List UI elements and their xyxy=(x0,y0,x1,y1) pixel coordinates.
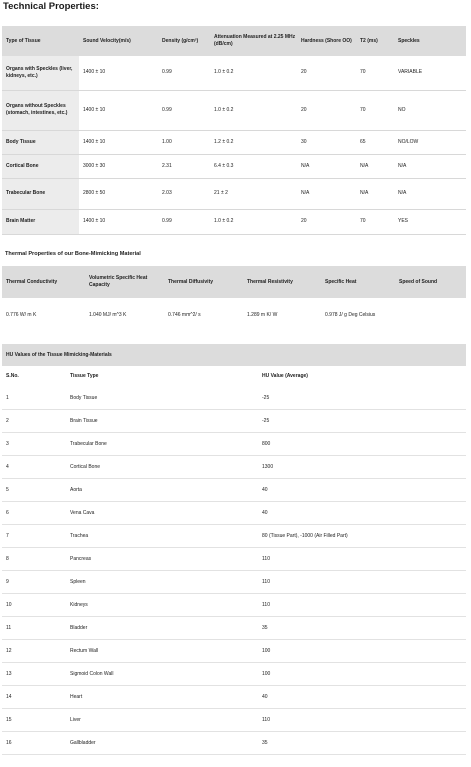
column-header: Tissue Type xyxy=(70,373,99,380)
technical-properties-table xyxy=(2,26,466,235)
table-row xyxy=(2,410,466,433)
hu-values-table xyxy=(2,344,466,755)
table-cell: -25 xyxy=(262,417,270,424)
thermal-properties-table xyxy=(2,266,466,332)
table-cell: Organs without Speckles (stomach, intestines, etc.) xyxy=(2,90,79,130)
table-row xyxy=(2,130,466,154)
table-cell: Aorta xyxy=(70,486,82,493)
table-cell: 3 xyxy=(6,440,9,447)
table-cell: Brain Tissue xyxy=(70,417,98,424)
table-cell: YES xyxy=(398,218,409,225)
table-cell: 13 xyxy=(6,670,12,677)
table-cell: 800 xyxy=(262,440,271,447)
table-cell: 0.99 xyxy=(162,69,172,76)
table-cell: 40 xyxy=(262,509,268,516)
column-header: Specific Heat xyxy=(321,266,395,298)
table-cell: Trabecular Bone xyxy=(70,440,107,447)
table-cell: N/A xyxy=(301,190,310,197)
column-header: Type of Tissue xyxy=(2,26,79,56)
table-cell: 6 xyxy=(6,509,9,516)
table-cell: 1.00 xyxy=(162,138,172,145)
column-header: Sound Velocity(m/s) xyxy=(79,26,158,56)
table-cell: 0.99 xyxy=(162,218,172,225)
table-cell: 4 xyxy=(6,463,9,470)
table-cell: 2800 ± 50 xyxy=(83,190,106,197)
table-cell: Organs with Speckles (liver, kidneys, etc.) xyxy=(2,56,79,90)
table-cell: 0.776 W/ m K xyxy=(6,311,37,318)
column-header: Attenuation Measured at 2.25 MHz (dB/cm) xyxy=(210,26,297,56)
table-cell: 14 xyxy=(6,693,12,700)
table-cell: 110 xyxy=(262,555,270,562)
table-cell: 0.978 J/ g Deg Celsius xyxy=(325,311,376,318)
column-header: Density (g/cm³) xyxy=(158,26,210,56)
table-row xyxy=(2,479,466,502)
table-cell: 40 xyxy=(262,486,268,493)
table-cell: Brain Matter xyxy=(2,209,79,234)
table-cell: 1 xyxy=(6,394,9,401)
table-cell: 1.2 ± 0.2 xyxy=(214,138,234,145)
table-cell: 20 xyxy=(301,218,307,225)
table-cell: 6.4 ± 0.3 xyxy=(214,162,234,169)
table-cell: VARIABLE xyxy=(398,69,423,76)
table-row xyxy=(2,663,466,686)
table-cell xyxy=(395,298,466,332)
table-cell: 1.0 ± 0.2 xyxy=(214,69,234,76)
thermal-section-title: Thermal Properties of our Bone-Mimicking Material xyxy=(5,251,141,257)
hu-table-title: HU Values of the Tissue Mimicking-Materials xyxy=(2,344,466,366)
table-cell: 1.289 m K/ W xyxy=(247,311,278,318)
table-row xyxy=(2,548,466,571)
table-row xyxy=(2,640,466,663)
table-row xyxy=(2,209,466,234)
column-header: Thermal Resistivity xyxy=(243,266,321,298)
table-cell: 7 xyxy=(6,532,9,539)
table-cell: Pancreas xyxy=(70,555,92,562)
table-cell: 11 xyxy=(6,624,12,631)
table-cell: 16 xyxy=(6,739,12,746)
table-cell: 1400 ± 10 xyxy=(83,106,106,113)
column-header: S.No. xyxy=(6,373,19,380)
table-cell: Vena Cava xyxy=(70,509,95,516)
table-row xyxy=(2,732,466,755)
table-cell: Bladder xyxy=(70,624,88,631)
table-cell: 2.31 xyxy=(162,162,172,169)
table-row xyxy=(2,525,466,548)
table-cell: Rectum Wall xyxy=(70,647,99,654)
table-cell: 20 xyxy=(301,106,307,113)
table-cell: Kidneys xyxy=(70,601,88,608)
table-cell: 110 xyxy=(262,716,270,723)
table-cell: 2 xyxy=(6,417,9,424)
table-cell: 110 xyxy=(262,601,270,608)
table-row xyxy=(2,298,466,332)
column-header: T2 (ms) xyxy=(356,26,394,56)
table-cell: Trachea xyxy=(70,532,89,539)
table-cell: N/A xyxy=(301,162,310,169)
table-cell: 100 xyxy=(262,647,271,654)
table-cell: 70 xyxy=(360,106,366,113)
table-cell: 9 xyxy=(6,578,9,585)
table-cell: 100 xyxy=(262,670,271,677)
table-cell: 1400 ± 10 xyxy=(83,69,106,76)
table-row xyxy=(2,56,466,90)
table-cell: NO/LOW xyxy=(398,138,419,145)
column-header: Speed of Sound xyxy=(395,266,466,298)
table-cell: 110 xyxy=(262,578,270,585)
table-cell: -25 xyxy=(262,394,270,401)
column-header: Hardness (Shore OO) xyxy=(297,26,356,56)
table-row xyxy=(2,433,466,456)
table-cell: 21 ± 2 xyxy=(214,190,228,197)
table-cell: 2.03 xyxy=(162,190,172,197)
hu-table-title-row xyxy=(2,344,466,366)
table-row xyxy=(2,502,466,525)
table-row xyxy=(2,686,466,709)
table-row xyxy=(2,387,466,410)
table-cell: N/A xyxy=(360,162,369,169)
table-row xyxy=(2,178,466,209)
table-row xyxy=(2,154,466,178)
column-header: HU Value (Average) xyxy=(262,373,308,380)
table-header-row xyxy=(2,266,466,298)
table-cell: 80 (Tissue Part), -1000 (Air Filled Part) xyxy=(262,532,348,539)
table-cell: 12 xyxy=(6,647,12,654)
table-cell: 0.99 xyxy=(162,106,172,113)
table-cell: NO xyxy=(398,106,406,113)
table-cell: 1400 ± 10 xyxy=(83,138,106,145)
table-cell: 15 xyxy=(6,716,12,723)
table-cell: 1.0 ± 0.2 xyxy=(214,218,234,225)
page-title: Technical Properties: xyxy=(3,1,99,12)
table-cell: 0.746 mm^2/ s xyxy=(168,311,201,318)
table-cell: Body Tissue xyxy=(70,394,98,401)
table-cell: 5 xyxy=(6,486,9,493)
table-cell: 1.040 MJ/ m^3 K xyxy=(89,311,127,318)
table-cell: Gallbladder xyxy=(70,739,96,746)
table-cell: 35 xyxy=(262,739,268,746)
table-cell: 1.0 ± 0.2 xyxy=(214,106,234,113)
table-cell: 3000 ± 30 xyxy=(83,162,106,169)
table-cell: Liver xyxy=(70,716,81,723)
column-header: Thermal Diffusivity xyxy=(164,266,243,298)
table-cell: 20 xyxy=(301,69,307,76)
table-row xyxy=(2,709,466,732)
table-cell: N/A xyxy=(398,162,407,169)
column-header: Speckles xyxy=(394,26,466,56)
table-header-row xyxy=(2,26,466,56)
table-cell: 1400 ± 10 xyxy=(83,218,106,225)
table-cell: Trabecular Bone xyxy=(2,178,79,209)
table-cell: Spleen xyxy=(70,578,86,585)
table-cell: 10 xyxy=(6,601,12,608)
table-cell: Heart xyxy=(70,693,83,700)
table-cell: 70 xyxy=(360,69,366,76)
table-cell: 8 xyxy=(6,555,9,562)
column-header: Volumetric Specific Heat Capacity xyxy=(85,266,164,298)
table-cell: Cortical Bone xyxy=(2,154,79,178)
table-cell: Cortical Bone xyxy=(70,463,101,470)
table-cell: Sigmoid Colon Wall xyxy=(70,670,114,677)
table-cell: 1300 xyxy=(262,463,274,470)
column-header: Thermal Conductivity xyxy=(2,266,85,298)
table-cell: 70 xyxy=(360,218,366,225)
table-cell: Body Tissue xyxy=(2,130,79,154)
table-cell: 30 xyxy=(301,138,307,145)
table-row xyxy=(2,90,466,130)
table-row xyxy=(2,594,466,617)
table-row xyxy=(2,571,466,594)
table-row xyxy=(2,456,466,479)
table-cell: 65 xyxy=(360,138,366,145)
table-cell: N/A xyxy=(398,190,407,197)
table-header-row xyxy=(2,366,466,387)
table-cell: 40 xyxy=(262,693,268,700)
table-cell: N/A xyxy=(360,190,369,197)
table-row xyxy=(2,617,466,640)
table-cell: 35 xyxy=(262,624,268,631)
